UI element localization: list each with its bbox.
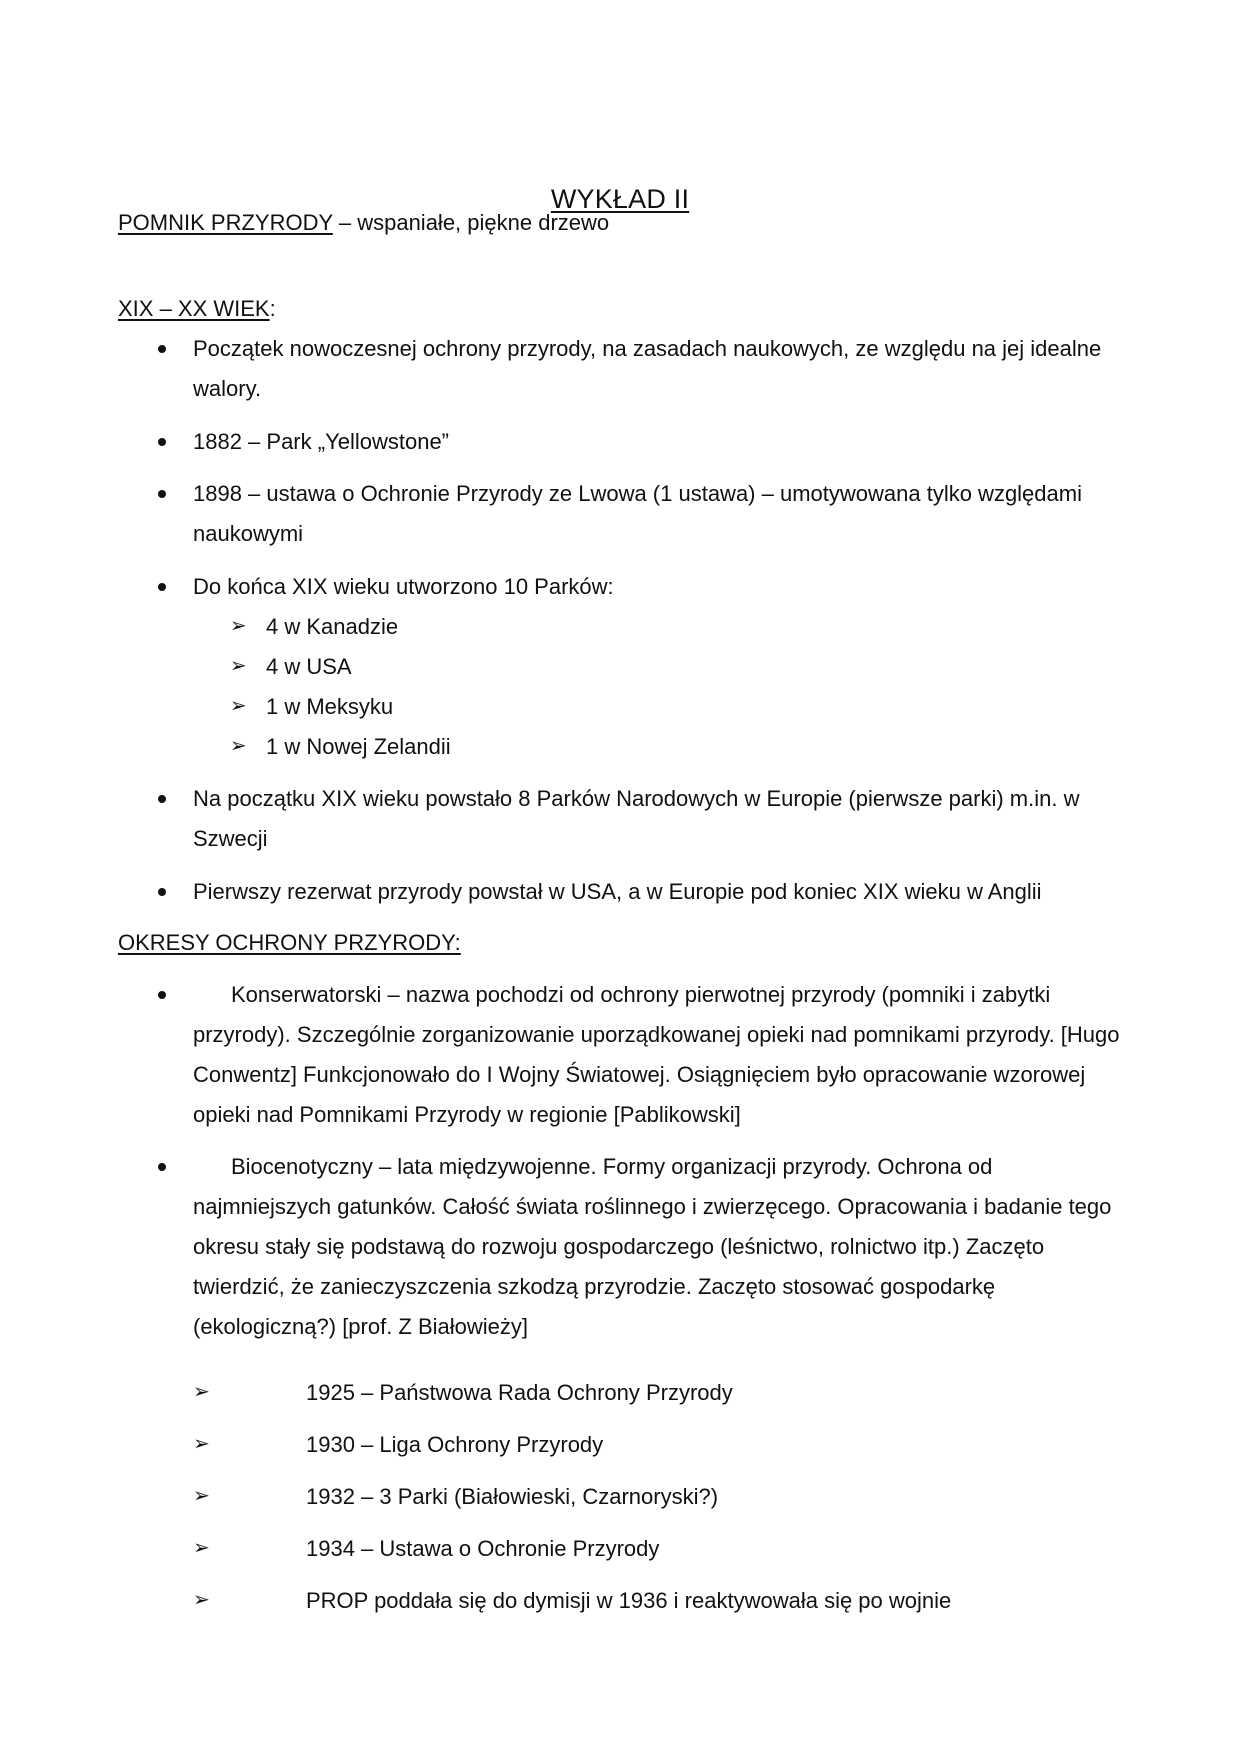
list-item: Na początku XIX wieku powstało 8 Parków Narodowych w Europie (pierwsze parki) m.in. w Szwecji [193, 786, 1080, 851]
section1-heading: XIX – XX WIEK [118, 296, 270, 321]
list-item: 1882 – Park „Yellowstone” [193, 429, 450, 454]
sub-list-item: 4 w Kanadzie [266, 614, 399, 639]
bullet-dot-icon [158, 1163, 166, 1171]
list-item: Początek nowoczesnej ochrony przyrody, na zasadach naukowych, ze względu na jej idealne walory. [193, 336, 1102, 401]
pomnik-definition: – wspaniałe, piękne drzewo [332, 210, 610, 235]
bullet-dot-icon [158, 490, 166, 498]
section1-heading-colon: : [269, 296, 276, 321]
bullet-dot-icon [158, 795, 166, 803]
section-heading-okresy [118, 928, 461, 958]
bullet-dot-icon [158, 345, 166, 353]
event-item: 1932 – 3 Parki (Białowieski, Czarnoryski?) [306, 1484, 719, 1509]
event-item: 1930 – Liga Ochrony Przyrody [306, 1432, 604, 1457]
pomnik-term: POMNIK PRZYRODY [118, 210, 333, 235]
bullet-dot-icon [158, 991, 166, 999]
bullet-dot-icon [158, 888, 166, 896]
bullet-dot-icon [158, 583, 166, 591]
arrow-bullet-icon: ➢ [230, 735, 247, 757]
list-item: Pierwszy rezerwat przyrody powstał w USA, a w Europie pod koniec XIX wieku w Anglii [193, 879, 1042, 904]
event-item: 1925 – Państwowa Rada Ochrony Przyrody [306, 1380, 733, 1405]
list-item: 1898 – ustawa o Ochronie Przyrody ze Lwowa (1 ustawa) – umotywowana tylko względami naukowymi [193, 481, 1082, 546]
bullet-dot-icon [158, 438, 166, 446]
arrow-bullet-icon: ➢ [193, 1537, 210, 1559]
pomnik-definition-line [118, 208, 609, 238]
page-title: WYKŁAD II [550, 184, 690, 214]
list-item: Do końca XIX wieku utworzono 10 Parków: [193, 574, 614, 599]
sub-list-item: 1 w Nowej Zelandii [266, 734, 451, 759]
period-item-biocenotyczny: Biocenotyczny – lata międzywojenne. Formy organizacji przyrody. Ochrona od najmniejszych gatunków. Całość świata roślinnego i zwierzęcego. Opracowania i badanie tego okresu stały się podstawą do rozwoju gospodarczego (leśnictwo, rolnictwo itp.) Zaczęto twierdzić, że zanieczyszczenia szkodzą przyrodzie. Zaczęto stosować gospodarkę (ekologiczną?) [prof. Z Białowieży] [193, 1154, 1112, 1339]
arrow-bullet-icon: ➢ [230, 615, 247, 637]
event-item: PROP poddała się do dymisji w 1936 i reaktywowała się po wojnie [306, 1588, 952, 1613]
period-item-konserwatorski: Konserwatorski – nazwa pochodzi od ochrony pierwotnej przyrody (pomniki i zabytki przyrody). Szczególnie zorganizowanie uporządkowanej opieki nad pomnikami przyrody. [Hugo Conwentz] Funkcjonowało do I Wojny Światowej. Osiągnięciem było opracowanie wzorowej opieki nad Pomnikami Przyrody w regionie [Pablikowski] [193, 982, 1120, 1127]
arrow-bullet-icon: ➢ [230, 695, 247, 717]
arrow-bullet-icon: ➢ [230, 655, 247, 677]
sub-list-item: 4 w USA [266, 654, 352, 679]
section-heading-xix-xx [118, 294, 276, 324]
arrow-bullet-icon: ➢ [193, 1485, 210, 1507]
arrow-bullet-icon: ➢ [193, 1433, 210, 1455]
section2-heading: OKRESY OCHRONY PRZYRODY: [118, 930, 461, 955]
sub-list-item: 1 w Meksyku [266, 694, 394, 719]
event-item: 1934 – Ustawa o Ochronie Przyrody [306, 1536, 660, 1561]
arrow-bullet-icon: ➢ [193, 1381, 210, 1403]
arrow-bullet-icon: ➢ [193, 1589, 210, 1611]
